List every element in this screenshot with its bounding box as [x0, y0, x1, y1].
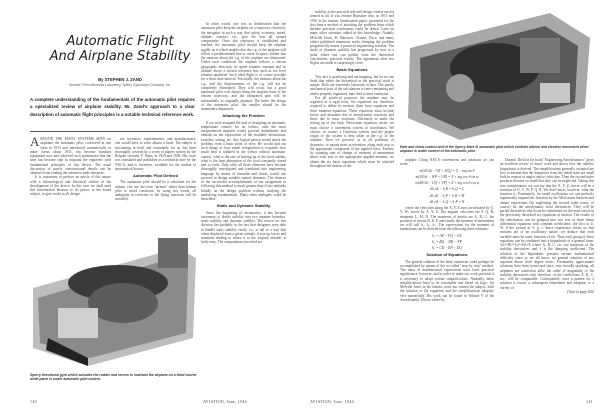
paragraph: stability as the practical side and design criteria are not treated at all. It was Jerome Hunsaker who, in 1911 and 1916 in his famous Smithsonian paper, presented for the first time a method of attacking the problem from which definite practical conclusions could be drawn. Later on many other scientists added to this knowledge. Notably Melville Jones, Fr. Bairstow, Glauert, Price, and many others published numerous works bringing the problem progressively nearer a practical engineering solution. The study of dynamic stability has progressed by now to a point where one can predict from the theoretical conclusions, practical results. The agreement after test flights are made is surprisingly close. [310, 10, 394, 65]
drop-cap: A [30, 137, 40, 149]
equation: m[dW/dt − UQ + VP] = Z + mg cos θ cos φ [415, 181, 479, 185]
paragraph: where the velocities along the X, Y, Z axes are denoted by U, V, W; forces by X, Y, Z. The angular velocities are P, Q, R; moments L, M, N. The moments of inertia are A, B, C; the products of inertia D, E, F, and finally the moment of momentum we will call h₁, h₂, h₃. The expressions for the moment of momentum can be derived from the following three relations: [400, 206, 494, 232]
divider [30, 131, 195, 132]
equation: m[dV/dt − WP + UR] = Y + mg cos θ sin φ [415, 174, 479, 179]
photo-caption-right: Rate and climb control unit of the Sperry Mark III automatic pilot which controls aileron and elevator movement when airplane is under control of the automatic pilot. [400, 145, 589, 154]
left-column-1 [30, 137, 111, 227]
left-column-2 [115, 137, 196, 227]
paragraph: It is customary to preface an article of this nature with a chronological and historical outline of the development of the device. In this case we shall omit this introduction because to do justice to the broad subject, to give credit to all design- [30, 175, 111, 197]
section-heading: Static and Dynamic Stability [216, 203, 271, 209]
equation: dh₃/dt − h₁Q + h₂P = N [429, 199, 465, 204]
paragraph: The general solution of the basic equations could perhaps be accomplished by means of the so-called "step by step" method. The mass of mathematical expressions soon loses practical significance, however, and in order to make our work practical it is necessary to adopt certain simplifications. Naturally, these simplifications have to be reasonable and based on logic. Sir Melville Jones in his famous work has treated the subject, both the solution of the equations and the simplifications adopted, very masterfully. His work can be found in Volume V of the Aerodynamic Theory edited by [400, 259, 494, 302]
section-heading: Attacking the Problem [222, 113, 265, 119]
paragraph: In other words, one sets as deliberation that the automatic pilot keep the airplane on a trajectory chosen by the navigator in such a way that safety, economy, speed, altitude, comfort, etc., give the best all around compromise. Once this trajectory is established and reached, the automatic pilot should keep the airplane rigidly on it which implies that the c.g. of the airplane will follow a predetermined line or curve in space; further that the motions about the c.g. of the airplane are eliminated. Under such conditions the airplane follows a chosen geographic direction, its speed remains constant and its altitude above a chosen reference line such as sea level remains unaltered. Such ideal flight is of course possible for a short time interval. Practically, the motions about the c.g., and the displacements of the c.g. will not be completely eliminated. They will occur, but a good automatic pilot will always bring the airplane back to the chosen trajectory, and the integrated path will be substantially as originally planned. The better the design of the automatic pilot, the smaller should be the momentary departures. [201, 22, 286, 111]
right-column-3 [500, 158, 594, 395]
rate-climb-control-photo [400, 8, 598, 144]
page-number-left: 140 [30, 399, 37, 404]
left-column-3 [201, 22, 286, 394]
title-line-2: And Airplane Stability [49, 49, 191, 64]
paragraph: If we were assigned the task of designing an automatic temperature control for an icebox, only the most inexperienced engineer would proceed immediately and embark on the exploration of the available thermostats, switches, wiring, etc. Any logical person would attack the problem from a basic point of view. He would find out such things as how much refrigeration is required, how much heat is radiated in the icebox without automatic control, what is the rate of heating up of the food cabinet, what is the heat absorption of the food constantly stored and so forth. Only after all those elements have become thoroughly investigated and translated into engineering language by means of formulas and charts, would one proceed to design suitable control elements. The chances of the successful accomplishment of our assignment in following this method is much greater than if one embarks blindly on the design problem without studying the underlying fundamentals. Many other analogies could be described. [201, 120, 286, 201]
paragraph: The automatic pilot should be a substitute for the airman. (we use the term "airman" rather than human pilot to avoid confusion; by using two words, all ambiguity in reference to the flying functions will be avoided). [115, 180, 196, 202]
section-heading: Basic Equations [336, 67, 368, 73]
equation: h₂ = BQ − DR − FP [432, 239, 462, 244]
paragraph: ers, inventors, experimenters, and manufacturers, one would have to write almost a book. The subject is fascinating in itself and fortunately for us, has been thoroughly covered by a series of papers written by the Belgian scientist, F. Haus, in 1929 and 1930. His work was translated and published as a technical note by the NACA, and is, therefore, available for the student of aeronautical history. [115, 137, 196, 171]
article-deck: A complete understanding of the fundamentals of the automatic pilot requires a specialized review of airplane stability. Mr. Zand's approach to a clear description of automatic flight principles is a notable technical reference work. [30, 97, 195, 117]
paragraph: Durand. Diehl in his book "Engineering Aerodynamics" gives an excellent review of Jones' work and shows how the stability biquadratic is derived. The simplifications generally accepted are first to assume that the departures from the initial state are small both in respect to angles and to velocities. Then the second order products become so small that they can be neglected. Taking this into consideration, we can say that the X, Y, Z, forces will be a function of U, V, W, P, Q, R. We don't know, however, what the function is. Fortunately, for small oscillations we can perfectly legitimately expand this function by the MacLaurin theorem and obtain expressions (by neglecting the second order terms, of course) for the aerodynamic force derivatives. They will be partial derivatives which can be substituted for the mass forces in the previously described six equations of motion. The results of the substitution can be grouped into two sets of three linear differential equations with constant coefficients: the first in U, W, θ the second in V, p, r. Since experience shows us that motions are of an oscillatory nature, we deduce that each variable must be some function of eλt. Then each group of these equations can be combined into a biquadratic of a general form: Aλ⁴+Bλ³+Cλ²+Dλ+E where A, B, C, etc. are functions of the stability derivatives and λ is the damping coefficient. The solution of the biquadratic presents serious mathematical difficulty since as we all know, no general solution of any equation above third degree exists. Fortunately, approximate solutions have been found and since, very broadly speaking, all airplanes are somewhat alike the order of magnitude of the stability derivatives and, therefore, of the coefficients A, B, C, etc., will be comparable. Consequently, once a pattern for a solution is found, a subsequent refinement and adoption to a variety of [500, 158, 594, 290]
paragraph: ROUND THE MANY SYSTEMS SEEN on airplanes the automatic pilot, conceived in one form in 1913 and introduced commercially to many forms about 1931, has become standard equipment now and achieved such prominence that the time has become ripe to acquaint the engineers with fundamental principles of this device. The usual discussion of purely constructional details can be obtained from reading the extensive trade literature. [30, 137, 111, 175]
equation: dh₁/dt − h₂R + h₃Q = L [429, 187, 465, 192]
footer-left: AVIATION, June, 1944 [203, 399, 247, 404]
section-heading: Automatic Pilot Defined [132, 173, 179, 178]
section-heading: Solution of Equations [426, 252, 468, 258]
byline: By STEPHEN J. ZAND [98, 77, 142, 82]
author-affiliation: Director, Fenn Memorial Laboratory, Sperry Gyroscope Company, Inc. [69, 83, 171, 87]
paragraph: For all practical purposes the airplane may be regarded as a rigid body. Six equations are, therefore, required to define its motion: three force equations and three moment equations. These equations must include forces and moments due to aerodynamic reactions and those due to mass reactions. Obviously to make the setting up of the basic Newtonian equations easier, we must choose a convenient system of coordinates. We choose, of course, a Cartesian system, and the proper origin of the system is best taken at the c.g. of the airplane. Then we proceed, as in all problems of dynamics, to equate mass acceleration along each axis to the appropriate component of the applied force. Further, by equating rate of change of moment of momentum about each axis to the appropriate applied moment, we obtain the six basic equations which must be satisfied throughout the motion of the [310, 95, 394, 168]
equation: h₁ = AP − FQ − ER [432, 233, 462, 238]
directional-gyro-photo [28, 228, 198, 368]
paragraph: This fact is gratifying and encouraging, but let no one think that either the theoretical or the practical work is simple. Both are extremely laborious at best. The purely mechanical part of the calculations is time-consuming and unless properly organized, may lead to utter confusion. [310, 74, 394, 96]
equation: h₃ = CR − EP − DQ [432, 246, 462, 250]
page-number-right: 141 [586, 399, 593, 404]
paragraph: Since the beginning of aeronautics, it has become customary to divide stability into two separate branches, static stability and dynamic stability. The reason for this division lies probably in the fact that designers were able to handle static stability easily, i.e., to tell in a way that when displaced from a given attitude, it sets up forces and moments tending to return it to the original attitude, is fairly easy. The computations involved are [201, 210, 286, 245]
article-title [40, 34, 200, 64]
equation: dh₂/dt − h₃P + h₁R = M [429, 193, 465, 198]
equation: m[dU/dt − VR + WQ] = X − mg sin θ [419, 168, 475, 173]
footer-right: AVIATION, June, 1944 [310, 399, 354, 404]
paragraph: airplane. Using NACA conventions and notations we can write: [400, 158, 494, 167]
title-line-1: Automatic Flight [66, 34, 174, 49]
right-column-2 [400, 158, 494, 395]
photo-caption-left: Sperry directional gyro which actuates the rudder and serves to maintain the airplane on a fixed course while plane is under automatic pilot control. [30, 373, 197, 382]
continued-note[interactable]: (Turn to page 200) [567, 289, 594, 294]
right-column-1 [310, 10, 394, 395]
